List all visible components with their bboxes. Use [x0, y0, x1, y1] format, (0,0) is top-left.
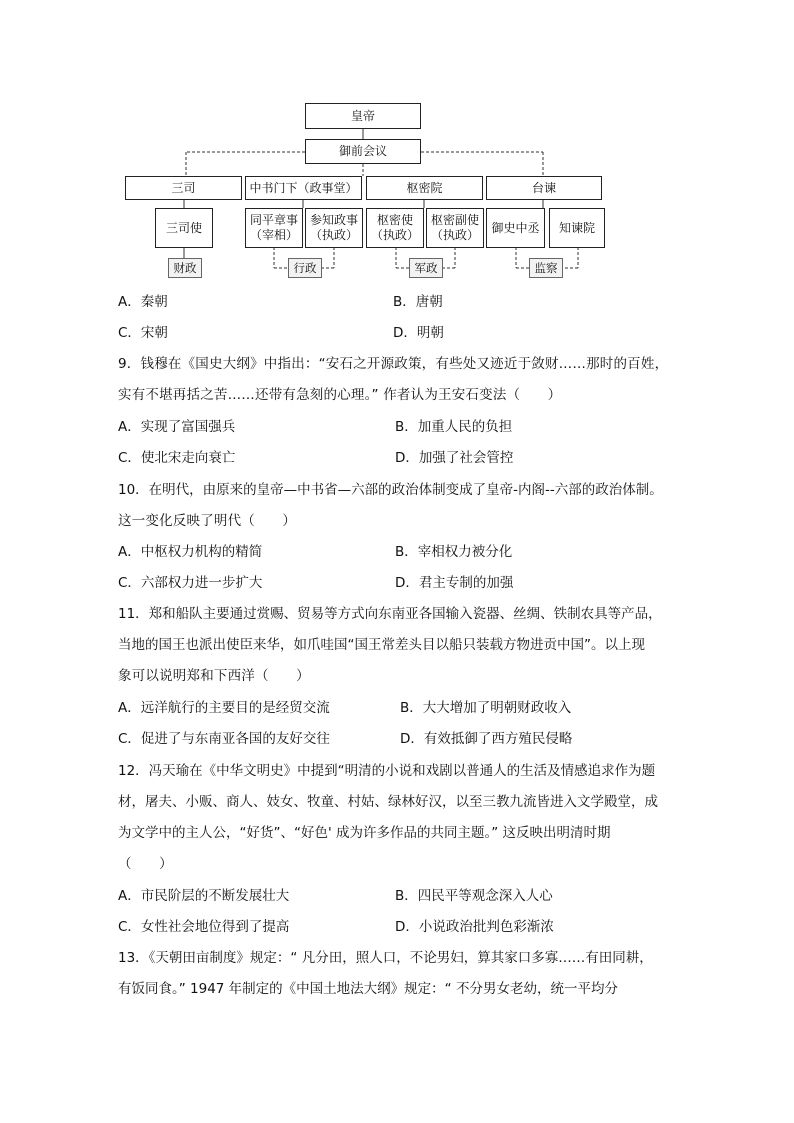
- q11-stem-line: 11．郑和船队主要通过赏赐、贸易等方式向东南亚各国输入瓷器、丝绸、铁制农具等产品，: [118, 606, 662, 622]
- sansi-shi-box: 三司使: [155, 208, 213, 248]
- q12-option-b: B．四民平等观念深入人心: [395, 888, 553, 904]
- sub-role: （执政）: [370, 228, 419, 242]
- q9-option-d: D．加强了社会管控: [395, 450, 514, 466]
- q12-stem-line: 12．冯天瑜在《中华文明史》中提到“明清的小说和戏剧以普通人的生活及情感追求作为题: [118, 763, 656, 779]
- func-military-tag: 军政: [409, 258, 443, 278]
- sub-role: （执政）: [430, 228, 479, 242]
- func-supervision-tag: 监察: [529, 258, 563, 278]
- q9-option-b: B．加重人民的负担: [395, 419, 513, 435]
- sub-role: （宰相）: [249, 228, 298, 242]
- dept-taijian-box: 台谏: [486, 176, 602, 200]
- q9-option-c: C．使北宋走向衰亡: [118, 450, 236, 466]
- sub-role: （执政）: [309, 228, 358, 242]
- q10-option-c: C．六部权力进一步扩大: [118, 575, 263, 591]
- q13-stem-line: 13．《天朝田亩制度》规定：“ 凡分田，照人口，不论男妇，算其家口多寡……有田同耕，: [118, 950, 653, 966]
- q10-option-b: B．宰相权力被分化: [395, 544, 513, 560]
- q9-stem-line: 9．钱穆在《国史大纲》中指出：“安石之开源政策，有些处又迹近于敛财……那时的百姓，: [118, 356, 669, 372]
- q12-stem-line: 为文学中的主人公，“好货”、“好色' 成为许多作品的共同主题。” 这反映出明清时期: [118, 825, 611, 841]
- q12-stem-line: （ ）: [118, 856, 173, 872]
- emperor-box: 皇帝: [305, 103, 421, 129]
- q13-stem-line: 有饭同食。” 1947 年制定的《中国土地法大纲》规定：“ 不分男女老幼，统一平均分: [118, 981, 618, 997]
- sub-name: 同平章事: [249, 213, 298, 227]
- canzhizhengshi-box: [305, 208, 363, 248]
- yushizhongcheng-box: 御史中丞: [486, 208, 545, 248]
- q11-stem-line: 象可以说明郑和下西洋（ ）: [118, 668, 310, 684]
- sub-name: 枢密副使: [430, 213, 479, 227]
- dept-sansi-box: 三司: [125, 176, 242, 200]
- sub-name: 枢密使: [376, 213, 413, 227]
- q12-option-d: D．小说政治批判色彩渐浓: [395, 919, 554, 935]
- q10-stem-line: 这一变化反映了明代（ ）: [118, 513, 297, 529]
- q10-option-a: A．中枢权力机构的精简: [118, 544, 263, 560]
- q11-stem-line: 当地的国王也派出使臣来华，如爪哇国“国王常差头目以船只装载方物进贡中国”。以上现: [118, 637, 645, 653]
- q10-stem-line: 10．在明代，由原来的皇帝—中书省—六部的政治体制变成了皇帝-内阁--六部的政治体制。: [118, 482, 663, 498]
- council-box: 御前会议: [305, 139, 421, 164]
- q8-option-a: A．秦朝: [118, 294, 168, 310]
- func-admin-tag: 行政: [288, 258, 322, 278]
- zhijianyuan-box: 知谏院: [549, 208, 605, 248]
- sub-name: 参知政事: [309, 213, 358, 227]
- q11-option-b: B．大大增加了明朝财政收入: [400, 700, 572, 716]
- dept-zhongshu-box: 中书门下（政事堂）: [245, 176, 362, 200]
- shumifushi-box: [426, 208, 484, 248]
- q11-option-a: A．远洋航行的主要目的是经贸交流: [118, 700, 330, 716]
- q9-option-a: A．实现了富国强兵: [118, 419, 236, 435]
- shumishi-box: [366, 208, 424, 248]
- song-government-diagram: [0, 0, 794, 290]
- q12-option-c: C．女性社会地位得到了提高: [118, 919, 290, 935]
- q12-stem-line: 材，屠夫、小贩、商人、妓女、牧童、村姑、绿林好汉，以至三教九流皆进入文学殿堂，成: [118, 794, 658, 810]
- q11-option-c: C．促进了与东南亚各国的友好交往: [118, 731, 330, 747]
- q8-option-b: B．唐朝: [393, 294, 443, 310]
- tongpingzhangshi-box: [245, 208, 303, 248]
- q9-stem-line: 实有不堪再括之苦……还带有急刻的心理。” 作者认为王安石变法（ ）: [118, 387, 562, 403]
- q8-option-c: C．宋朝: [118, 325, 168, 341]
- q11-option-d: D．有效抵御了西方殖民侵略: [400, 731, 573, 747]
- q10-option-d: D．君主专制的加强: [395, 575, 514, 591]
- q12-option-a: A．市民阶层的不断发展壮大: [118, 888, 290, 904]
- q8-option-d: D．明朝: [393, 325, 444, 341]
- dept-shumi-box: 枢密院: [366, 176, 483, 200]
- func-finance-tag: 财政: [168, 258, 202, 278]
